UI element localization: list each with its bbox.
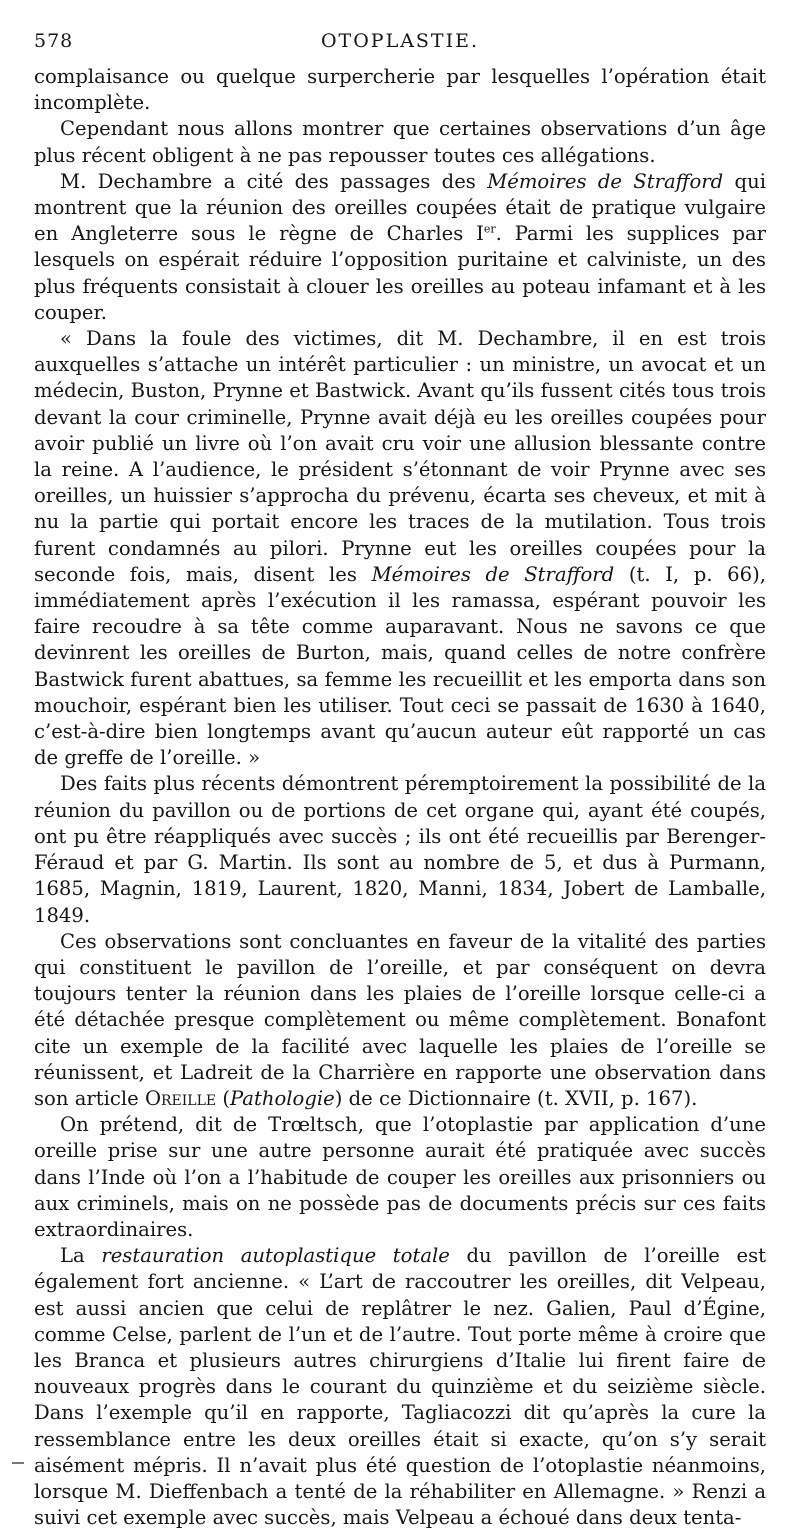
paragraph: Cependant nous allons montrer que certaines observations d’un âge plus récent obligent à ne pas repousser toutes ces allégations. — [34, 117, 766, 167]
emphasis-term: restauration autoplastique totale — [101, 1244, 450, 1268]
article-reference: Oreille — [144, 1086, 217, 1110]
paragraph: M. Dechambre a cité des passages des Mémoires de Strafford qui montrent que la réunion des oreilles coupées était de pratique vulgaire en Angleterre sous le règne de Charles Ier. Parmi les supplices par lesquels on espérait réduire l’opposition puritaine et calviniste, un des plus fréquents consistait à clouer les oreilles au poteau infamant et à les couper. — [34, 169, 766, 324]
paragraph: On prétend, dit de Trœltsch, que l’otoplastie par application d’une oreille prise sur une autre personne aurait été pratiquée avec succès dans l’Inde où l’on a l’habitude de couper les oreilles aux prisonniers ou aux criminels, mais on ne possède pas de documents précis sur ces faits extraordinaires. — [34, 1113, 766, 1241]
body-text — [34, 64, 766, 1531]
section-reference: Pathologie — [230, 1086, 335, 1110]
work-title: Mémoires de Strafford — [371, 562, 615, 586]
page-number: 578 — [34, 30, 74, 52]
work-title: Mémoires de Strafford — [487, 169, 724, 193]
paragraph: Ces observations sont concluantes en faveur de la vitalité des parties qui constituent le pavillon de l’oreille, et par conséquent on devra toujours tenter la réunion dans les plaies de l’oreille lorsque celle-ci a été détachée presque complètement ou même complètement. Bonafont cite un exemple de la facilité avec laquelle les plaies de l’oreille se réunissent, et Ladreit de la Charrière en rapporte une observation dans son article Oreille (Pathologie) de ce Dictionnaire (t. XVII, p. 167). — [34, 929, 766, 1110]
paragraph: La restauration autoplastique totale du pavillon de l’oreille est également fort ancienne. « L’art de raccoutrer les oreilles, dit Velpeau, est aussi ancien que celui de replâtrer le nez. Galien, Paul d’Égine, comme Celse, parlent de l’un et de l’autre. Tout porte même à croire que les Branca et plusieurs autres chirurgiens d’Italie lui firent faire de nouveaux progrès dans le courant du quinzième et du seizième siècle. Dans l’exemple qu’il en rapporte, Tagliacozzi dit qu’après la cure la ressemblance entre les deux oreilles était si exacte, qu’on s’y serait aisément mépris. Il n’avait plus été question de l’otoplastie néanmoins, lorsque M. Dieffenbach a tenté de la réhabiliter en Allemagne. » Renzi a suivi cet exemple avec succès, mais Velpeau a échoué dans deux tenta- — [34, 1244, 767, 1530]
paragraph-continuation: complaisance ou quelque surpercherie par lesquelles l’opération était incomplète. — [34, 65, 766, 115]
paragraph-quotation: « Dans la foule des victimes, dit M. Dechambre, il en est trois auxquelles s’attache un intérêt particulier : un ministre, un avocat et un médecin, Buston, Prynne et Bastwick. Avant qu’ils fussent cités tous trois devant la cour criminelle, Prynne avait déjà eu les oreilles coupées pour avoir publié un livre où l’on avait cru voir une allusion blessante contre la reine. A l’audience, le président s’étonnant de voir Prynne avec ses oreilles, un huissier s’approcha du prévenu, écarta ses cheveux, et mit à nu la partie qui portait encore les traces de la mutilation. Tous trois furent condamnés au pilori. Prynne eut les oreilles coupées pour la seconde fois, mais, disent les Mémoires de Strafford (t. I, p. 66), immédiatement après l’exécution il les ramassa, espérant pouvoir les faire recoudre à sa tête comme auparavant. Nous ne savons ce que devinrent les oreilles de Burton, mais, quand celles de notre confrère Bastwick furent abattues, sa femme les recueillit et les emporta dans son mouchoir, espérant bien les utiliser. Tout ceci se passait de 1630 à 1640, c’est-à-dire bien longtemps avant qu’aucun auteur eût rapporté un cas de greffe de l’oreille. » — [34, 327, 766, 770]
running-title: OTOPLASTIE. — [320, 30, 480, 52]
ordinal-suffix: er — [483, 222, 496, 236]
paragraph: Des faits plus récents démontrent péremptoirement la possibilité de la réunion du pavillon ou de portions de cet organe qui, ayant été coupés, ont pu être réappliqués avec succès ; ils ont été recueillis par Berenger-Féraud et par G. Martin. Ils sont au nombre de 5, et dus à Purmann, 1685, Magnin, 1819, Laurent, 1820, Manni, 1834, Jobert de Lamballe, 1849. — [34, 772, 766, 927]
margin-mark — [12, 1462, 24, 1464]
page-header — [34, 30, 766, 60]
